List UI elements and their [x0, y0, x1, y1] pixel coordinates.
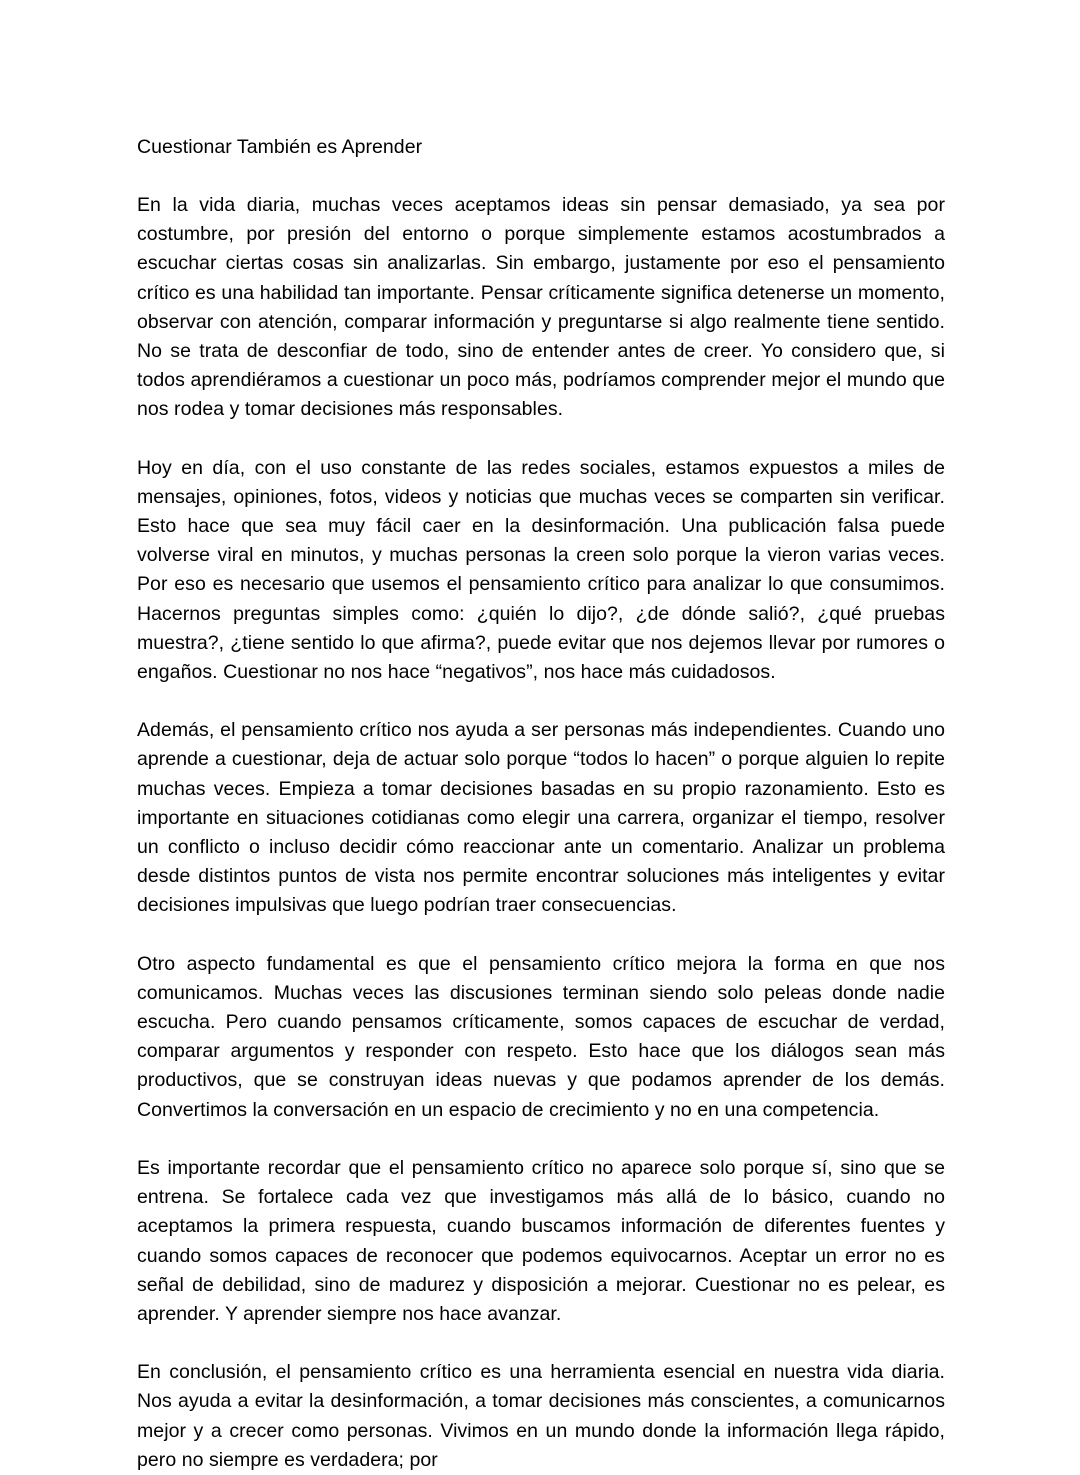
document-text-block: [137, 133, 945, 1475]
paragraph-4: Otro aspecto fundamental es que el pensamiento crítico mejora la forma en que nos comunicamos. Muchas veces las discusiones terminan siendo solo peleas donde nadie escucha. Pero cuando pensamos críticamente, somos capaces de escuchar de verdad, comparar argumentos y responder con respeto. Esto hace que los diálogos sean más productivos, que se construyan ideas nuevas y que podamos aprender de los demás. Convertimos la conversación en un espacio de crecimiento y no en una competencia.: [137, 952, 945, 1121]
paragraph-6: En conclusión, el pensamiento crítico es una herramienta esencial en nuestra vida diaria. Nos ayuda a evitar la desinformación, a tomar decisiones más conscientes, a comunicarnos mejor y a crecer como personas. Vivimos en un mundo donde la información llega rápido, pero no siempre es verdadera; por: [137, 1361, 945, 1471]
paragraph-gap-3: [137, 921, 945, 950]
paragraph-gap-2: [137, 687, 945, 716]
paragraph-2: Hoy en día, con el uso constante de las redes sociales, estamos expuestos a miles de mensajes, opiniones, fotos, videos y noticias que muchas veces se comparten sin verificar. Esto hace que sea muy fácil caer en la desinformación. Una publicación falsa puede volverse viral en minutos, y muchas personas la creen solo porque la vieron varias veces. Por eso es necesario que usemos el pensamiento crítico para analizar lo que consumimos. Hacernos preguntas simples como: ¿quién lo dijo?, ¿de dónde salió?, ¿qué pruebas muestra?, ¿tiene sentido lo que afirma?, puede evitar que nos dejemos llevar por rumores o engaños. Cuestionar no nos hace “negativos”, nos hace más cuidadosos.: [137, 456, 945, 684]
paragraph-gap-5: [137, 1329, 945, 1358]
paragraph-gap-1: [137, 425, 945, 454]
document-title: Cuestionar También es Aprender: [137, 136, 423, 158]
paragraph-1: En la vida diaria, muchas veces aceptamos ideas sin pensar demasiado, ya sea por costumbre, por presión del entorno o porque simplemente estamos acostumbrados a escuchar ciertas cosas sin analizarlas. Sin embargo, justamente por eso el pensamiento crítico es una habilidad tan importante. Pensar críticamente significa detenerse un momento, observar con atención, comparar información y preguntarse si algo realmente tiene sentido. No se trata de desconfiar de todo, sino de entender antes de creer. Yo considero que, si todos aprendiéramos a cuestionar un poco más, podríamos comprender mejor el mundo que nos rodea y tomar decisiones más responsables.: [137, 194, 945, 421]
paragraph-gap-4: [137, 1125, 945, 1154]
paragraph-5: Es importante recordar que el pensamiento crítico no aparece solo porque sí, sino que se entrena. Se fortalece cada vez que investigamos más allá de lo básico, cuando no aceptamos la primera respuesta, cuando buscamos información de diferentes fuentes y cuando somos capaces de reconocer que podemos equivocarnos. Aceptar un error no es señal de debilidad, sino de madurez y disposición a mejorar. Cuestionar no es pelear, es aprender. Y aprender siempre nos hace avanzar.: [137, 1156, 945, 1325]
title-paragraph-gap: [137, 162, 945, 191]
paragraph-3: Además, el pensamiento crítico nos ayuda a ser personas más independientes. Cuando uno aprende a cuestionar, deja de actuar solo porque “todos lo hacen” o porque alguien lo repite muchas veces. Empieza a tomar decisiones basadas en su propio razonamiento. Esto es importante en situaciones cotidianas como elegir una carrera, organizar el tiempo, resolver un conflicto o incluso decidir cómo reaccionar ante un comentario. Analizar un problema desde distintos puntos de vista nos permite encontrar soluciones más inteligentes y evitar decisiones impulsivas que luego podrían traer consecuencias.: [137, 719, 945, 917]
